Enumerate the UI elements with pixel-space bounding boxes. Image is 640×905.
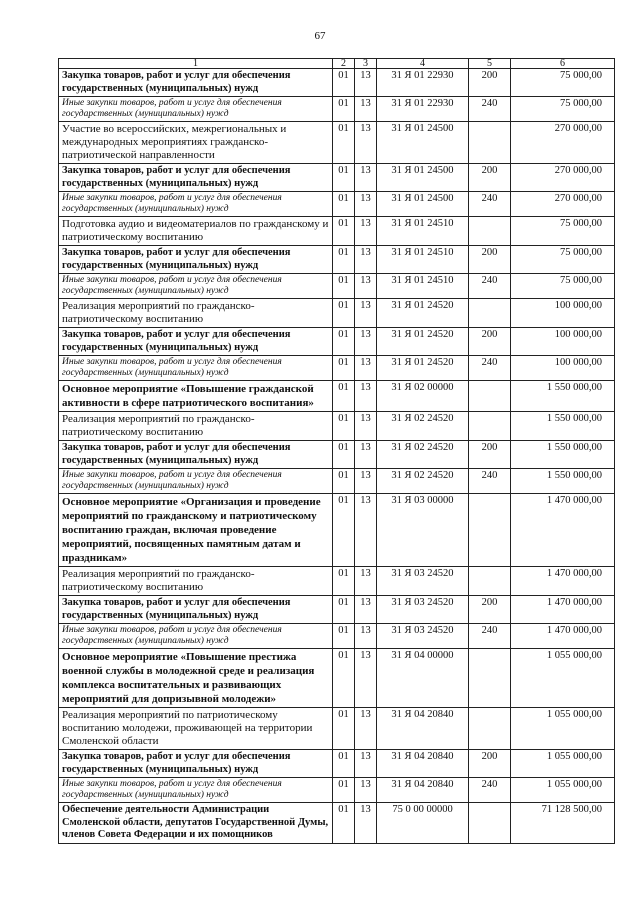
amount-cell: 1 055 000,00: [511, 750, 615, 778]
section-code-cell: 01: [333, 122, 355, 164]
subsection-code-cell: 13: [355, 596, 377, 624]
column-header-3: 3: [355, 59, 377, 69]
table-row: [59, 299, 615, 328]
target-article-cell: 31 Я 04 20840: [377, 750, 469, 778]
target-article-cell: 31 Я 01 24500: [377, 164, 469, 192]
table-row: [59, 97, 615, 122]
amount-cell: 270 000,00: [511, 164, 615, 192]
expense-type-cell: 200: [469, 246, 511, 274]
expense-type-cell: 240: [469, 356, 511, 381]
column-header-5: 5: [469, 59, 511, 69]
section-code-cell: 01: [333, 299, 355, 328]
table-row: [59, 494, 615, 567]
amount-cell: 100 000,00: [511, 328, 615, 356]
table-row: [59, 596, 615, 624]
item-name-cell: Реализация мероприятий по гражданско-патриотическому воспитанию: [59, 299, 333, 328]
item-name-cell: Закупка товаров, работ и услуг для обеспечения государственных (муниципальных) нужд: [59, 441, 333, 469]
table-row: [59, 246, 615, 274]
section-code-cell: 01: [333, 69, 355, 97]
section-code-cell: 01: [333, 97, 355, 122]
item-name-cell: Закупка товаров, работ и услуг для обеспечения государственных (муниципальных) нужд: [59, 164, 333, 192]
target-article-cell: 31 Я 02 24520: [377, 441, 469, 469]
item-name-cell: Основное мероприятие «Организация и проведение мероприятий по гражданскому и патриотическому воспитанию граждан, включая проведение мероприятий, посвященных памятным датам и праздникам»: [59, 494, 333, 567]
item-name-cell: Иные закупки товаров, работ и услуг для обеспечения государственных (муниципальных) нужд: [59, 624, 333, 649]
target-article-cell: 31 Я 03 24520: [377, 624, 469, 649]
table-row: [59, 69, 615, 97]
table-row: [59, 803, 615, 844]
budget-table: [58, 58, 615, 844]
expense-type-cell: 240: [469, 274, 511, 299]
section-code-cell: 01: [333, 567, 355, 596]
expense-type-cell: [469, 217, 511, 246]
subsection-code-cell: 13: [355, 192, 377, 217]
target-article-cell: 31 Я 04 20840: [377, 778, 469, 803]
target-article-cell: 31 Я 02 24520: [377, 469, 469, 494]
item-name-cell: Иные закупки товаров, работ и услуг для обеспечения государственных (муниципальных) нужд: [59, 469, 333, 494]
subsection-code-cell: 13: [355, 624, 377, 649]
expense-type-cell: 200: [469, 750, 511, 778]
section-code-cell: 01: [333, 750, 355, 778]
table-row: [59, 624, 615, 649]
item-name-cell: Закупка товаров, работ и услуг для обеспечения государственных (муниципальных) нужд: [59, 69, 333, 97]
target-article-cell: 31 Я 01 22930: [377, 97, 469, 122]
section-code-cell: 01: [333, 778, 355, 803]
subsection-code-cell: 13: [355, 649, 377, 708]
subsection-code-cell: 13: [355, 412, 377, 441]
column-header-1: 1: [59, 59, 333, 69]
item-name-cell: Участие во всероссийских, межрегиональных и международных мероприятиях гражданско-патриотической направленности: [59, 122, 333, 164]
table-row: [59, 441, 615, 469]
section-code-cell: 01: [333, 596, 355, 624]
target-article-cell: 31 Я 01 24500: [377, 192, 469, 217]
subsection-code-cell: 13: [355, 803, 377, 844]
item-name-cell: Реализация мероприятий по гражданско-патриотическому воспитанию: [59, 567, 333, 596]
subsection-code-cell: 13: [355, 441, 377, 469]
target-article-cell: 31 Я 02 24520: [377, 412, 469, 441]
expense-type-cell: [469, 649, 511, 708]
target-article-cell: 31 Я 01 24520: [377, 328, 469, 356]
expense-type-cell: 200: [469, 69, 511, 97]
table-row: [59, 328, 615, 356]
item-name-cell: Основное мероприятие «Повышение престижа военной службы в молодежной среде и реализация комплекса воспитательных и развивающих мероприятий для допризывной молодежи»: [59, 649, 333, 708]
amount-cell: 1 550 000,00: [511, 381, 615, 412]
subsection-code-cell: 13: [355, 122, 377, 164]
amount-cell: 1 470 000,00: [511, 567, 615, 596]
target-article-cell: 31 Я 01 24510: [377, 274, 469, 299]
expense-type-cell: 200: [469, 328, 511, 356]
subsection-code-cell: 13: [355, 246, 377, 274]
target-article-cell: 31 Я 04 20840: [377, 708, 469, 750]
section-code-cell: 01: [333, 246, 355, 274]
target-article-cell: 31 Я 02 00000: [377, 381, 469, 412]
expense-type-cell: [469, 381, 511, 412]
section-code-cell: 01: [333, 803, 355, 844]
section-code-cell: 01: [333, 441, 355, 469]
expense-type-cell: 200: [469, 164, 511, 192]
expense-type-cell: [469, 122, 511, 164]
amount-cell: 270 000,00: [511, 122, 615, 164]
target-article-cell: 31 Я 01 24500: [377, 122, 469, 164]
expense-type-cell: 200: [469, 441, 511, 469]
target-article-cell: 31 Я 01 24510: [377, 246, 469, 274]
table-row: [59, 649, 615, 708]
table-row: [59, 469, 615, 494]
amount-cell: 100 000,00: [511, 356, 615, 381]
target-article-cell: 31 Я 01 24510: [377, 217, 469, 246]
section-code-cell: 01: [333, 217, 355, 246]
section-code-cell: 01: [333, 649, 355, 708]
expense-type-cell: 200: [469, 596, 511, 624]
amount-cell: 75 000,00: [511, 97, 615, 122]
table-row: [59, 750, 615, 778]
amount-cell: 75 000,00: [511, 217, 615, 246]
amount-cell: 1 055 000,00: [511, 649, 615, 708]
section-code-cell: 01: [333, 164, 355, 192]
item-name-cell: Закупка товаров, работ и услуг для обеспечения государственных (муниципальных) нужд: [59, 750, 333, 778]
target-article-cell: 31 Я 01 22930: [377, 69, 469, 97]
amount-cell: 1 470 000,00: [511, 494, 615, 567]
expense-type-cell: 240: [469, 469, 511, 494]
table-row: [59, 567, 615, 596]
item-name-cell: Реализация мероприятий по патриотическому воспитанию молодежи, проживающей на территории Смоленской области: [59, 708, 333, 750]
expense-type-cell: [469, 708, 511, 750]
item-name-cell: Иные закупки товаров, работ и услуг для обеспечения государственных (муниципальных) нужд: [59, 192, 333, 217]
subsection-code-cell: 13: [355, 708, 377, 750]
expense-type-cell: [469, 412, 511, 441]
table-row: [59, 192, 615, 217]
subsection-code-cell: 13: [355, 164, 377, 192]
expense-type-cell: 240: [469, 97, 511, 122]
table-row: [59, 412, 615, 441]
section-code-cell: 01: [333, 381, 355, 412]
subsection-code-cell: 13: [355, 567, 377, 596]
section-code-cell: 01: [333, 494, 355, 567]
target-article-cell: 31 Я 03 24520: [377, 596, 469, 624]
subsection-code-cell: 13: [355, 750, 377, 778]
subsection-code-cell: 13: [355, 69, 377, 97]
expense-type-cell: 240: [469, 624, 511, 649]
amount-cell: 1 550 000,00: [511, 412, 615, 441]
target-article-cell: 31 Я 04 00000: [377, 649, 469, 708]
table-row: [59, 164, 615, 192]
amount-cell: 100 000,00: [511, 299, 615, 328]
expense-type-cell: 240: [469, 192, 511, 217]
table-body: [59, 69, 615, 844]
amount-cell: 75 000,00: [511, 274, 615, 299]
subsection-code-cell: 13: [355, 494, 377, 567]
section-code-cell: 01: [333, 328, 355, 356]
section-code-cell: 01: [333, 624, 355, 649]
expense-type-cell: [469, 494, 511, 567]
item-name-cell: Иные закупки товаров, работ и услуг для обеспечения государственных (муниципальных) нужд: [59, 778, 333, 803]
expense-type-cell: [469, 567, 511, 596]
amount-cell: 1 550 000,00: [511, 441, 615, 469]
column-header-2: 2: [333, 59, 355, 69]
table-row: [59, 122, 615, 164]
item-name-cell: Иные закупки товаров, работ и услуг для обеспечения государственных (муниципальных) нужд: [59, 274, 333, 299]
target-article-cell: 31 Я 01 24520: [377, 299, 469, 328]
target-article-cell: 31 Я 03 00000: [377, 494, 469, 567]
subsection-code-cell: 13: [355, 274, 377, 299]
column-header-6: 6: [511, 59, 615, 69]
section-code-cell: 01: [333, 356, 355, 381]
item-name-cell: Подготовка аудио и видеоматериалов по гражданскому и патриотическому воспитанию: [59, 217, 333, 246]
subsection-code-cell: 13: [355, 778, 377, 803]
column-number-row: [59, 59, 615, 69]
item-name-cell: Закупка товаров, работ и услуг для обеспечения государственных (муниципальных) нужд: [59, 596, 333, 624]
section-code-cell: 01: [333, 274, 355, 299]
table-row: [59, 381, 615, 412]
amount-cell: 1 470 000,00: [511, 624, 615, 649]
table-row: [59, 274, 615, 299]
section-code-cell: 01: [333, 708, 355, 750]
item-name-cell: Обеспечение деятельности Администрации Смоленской области, депутатов Государственной Думы, членов Совета Федерации и их помощников: [59, 803, 333, 844]
subsection-code-cell: 13: [355, 97, 377, 122]
section-code-cell: 01: [333, 412, 355, 441]
table-row: [59, 356, 615, 381]
item-name-cell: Иные закупки товаров, работ и услуг для обеспечения государственных (муниципальных) нужд: [59, 97, 333, 122]
column-header-4: 4: [377, 59, 469, 69]
table-row: [59, 778, 615, 803]
subsection-code-cell: 13: [355, 356, 377, 381]
subsection-code-cell: 13: [355, 469, 377, 494]
amount-cell: 1 055 000,00: [511, 708, 615, 750]
amount-cell: 75 000,00: [511, 246, 615, 274]
subsection-code-cell: 13: [355, 299, 377, 328]
item-name-cell: Закупка товаров, работ и услуг для обеспечения государственных (муниципальных) нужд: [59, 246, 333, 274]
table-row: [59, 217, 615, 246]
target-article-cell: 31 Я 03 24520: [377, 567, 469, 596]
expense-type-cell: 240: [469, 778, 511, 803]
amount-cell: 71 128 500,00: [511, 803, 615, 844]
item-name-cell: Иные закупки товаров, работ и услуг для обеспечения государственных (муниципальных) нужд: [59, 356, 333, 381]
expense-type-cell: [469, 299, 511, 328]
page-number: 67: [314, 30, 326, 42]
table-row: [59, 708, 615, 750]
section-code-cell: 01: [333, 192, 355, 217]
amount-cell: 270 000,00: [511, 192, 615, 217]
subsection-code-cell: 13: [355, 381, 377, 412]
amount-cell: 1 550 000,00: [511, 469, 615, 494]
amount-cell: 1 055 000,00: [511, 778, 615, 803]
expense-type-cell: [469, 803, 511, 844]
section-code-cell: 01: [333, 469, 355, 494]
item-name-cell: Реализация мероприятий по гражданско-патриотическому воспитанию: [59, 412, 333, 441]
amount-cell: 1 470 000,00: [511, 596, 615, 624]
subsection-code-cell: 13: [355, 328, 377, 356]
item-name-cell: Закупка товаров, работ и услуг для обеспечения государственных (муниципальных) нужд: [59, 328, 333, 356]
target-article-cell: 31 Я 01 24520: [377, 356, 469, 381]
target-article-cell: 75 0 00 00000: [377, 803, 469, 844]
item-name-cell: Основное мероприятие «Повышение гражданской активности в сфере патриотического воспитания»: [59, 381, 333, 412]
subsection-code-cell: 13: [355, 217, 377, 246]
amount-cell: 75 000,00: [511, 69, 615, 97]
